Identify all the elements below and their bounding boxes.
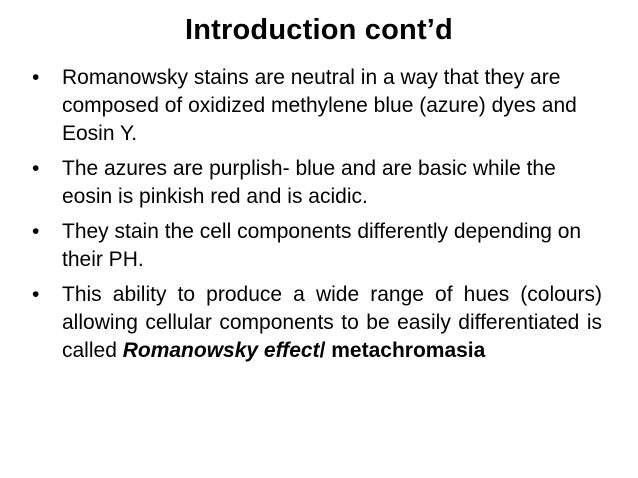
metachromasia-term: metachromasia (331, 339, 486, 362)
term-separator: / (319, 339, 332, 362)
bullet-text-3: They stain the cell components differently depending on their PH. (62, 220, 582, 271)
romanowsky-effect-term: Romanowsky effect (122, 339, 320, 362)
bullet-item-1 (30, 64, 602, 148)
bullet-glyph: • (32, 157, 40, 180)
bullet-text-4: This ability to produce a wide range of hues (colours) allowing cellular components to be easily differentiated is called (62, 283, 602, 362)
slide-title: Introduction cont’d (185, 14, 453, 46)
bullet-glyph: • (32, 283, 40, 306)
bullet-item-4 (30, 281, 602, 365)
bullet-text-2: The azures are purplish- blue and are basic while the eosin is pinkish red and is acidic. (62, 157, 556, 208)
bullet-glyph: • (32, 66, 40, 89)
bullet-item-2 (30, 155, 602, 211)
bullet-list (30, 64, 602, 372)
bullet-text-1: Romanowsky stains are neutral in a way that they are composed of oxidized methylene blue (azure) dyes and Eosin Y. (62, 66, 577, 145)
bullet-item-3 (30, 218, 602, 274)
bullet-glyph: • (32, 220, 40, 243)
